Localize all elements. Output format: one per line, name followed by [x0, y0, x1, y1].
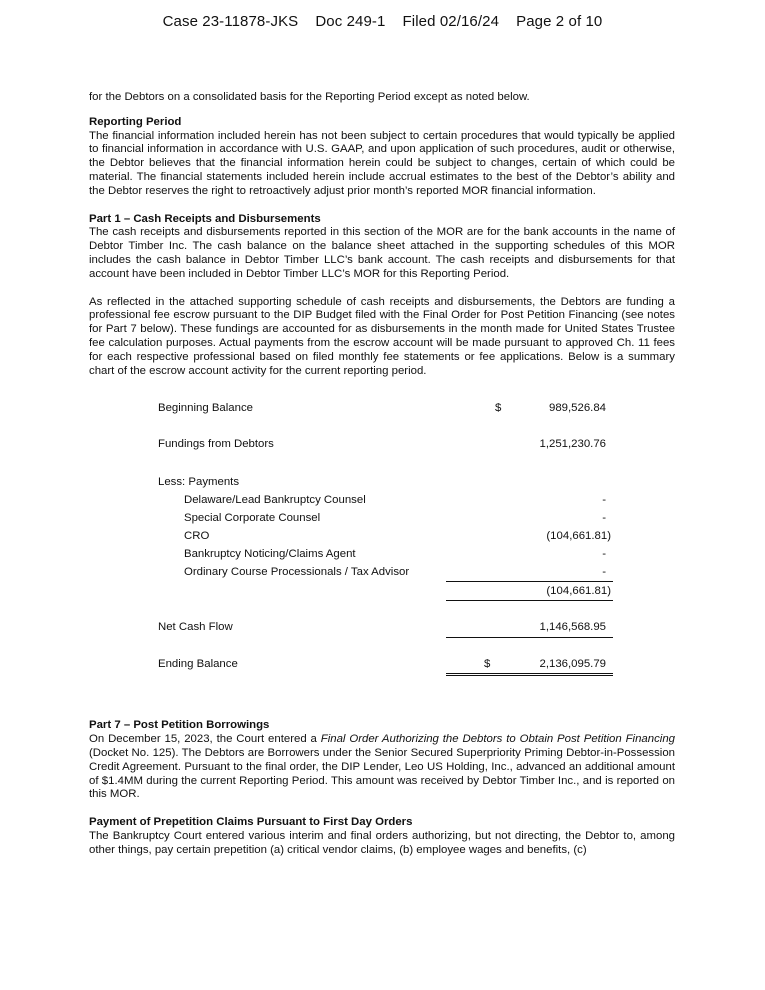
payment-value: -: [602, 566, 606, 579]
prepetition-body: The Bankruptcy Court entered various interim and final orders authorizing, but not directing, the Debtor to, among other things, pay certain prepetition (a) critical vendor claims, (b) employee wages and benefits, (c): [89, 829, 675, 856]
reporting-period-body: The financial information included herein has not been subject to certain procedures that would typically be applied to financial information in accordance with U.S. GAAP, and upon application of such procedures, audit or otherwise, the Debtor believes that the financial information herein could be subject to changes, certain of which could be material. The financial statements included herein include accrual estimates to the best of the Debtor’s ability and the Debtor reserves the right to retroactively adjust prior month’s reported MOR financial information.: [89, 129, 675, 197]
fundings-value: 1,251,230.76: [539, 438, 606, 451]
net-cash-flow-label: Net Cash Flow: [158, 621, 233, 634]
case-number: Case 23-11878-JKS: [162, 13, 299, 30]
part7-heading: Part 7 – Post Petition Borrowings: [89, 719, 270, 732]
payment-value: -: [602, 548, 606, 561]
beginning-balance-label: Beginning Balance: [158, 402, 253, 415]
net-cash-flow-value: 1,146,568.95: [539, 621, 606, 634]
part7-body-text: On December 15, 2023, the Court entered a: [89, 733, 321, 746]
beginning-balance-currency: $: [495, 402, 502, 415]
beginning-balance-value: 989,526.84: [548, 402, 606, 415]
subtotal-rule: [446, 581, 613, 582]
reporting-period-heading: Reporting Period: [89, 115, 182, 128]
ending-balance-label: Ending Balance: [158, 658, 238, 671]
document-body: [89, 91, 675, 858]
escrow-summary-table: [89, 389, 675, 701]
part1-paragraph-1: The cash receipts and disbursements reported in this section of the MOR are for the bank accounts in the name of Debtor Timber Inc. The cash balance on the balance sheet attached in the supporting schedules of this MOR includes the cash balance in Debtor Timber LLC’s bank account. The cash receipts and disbursements for that account have been included in Debtor Timber LLC’s MOR for this Reporting Period.: [89, 226, 675, 280]
ending-balance-currency: $: [484, 658, 491, 671]
net-rule: [446, 637, 613, 638]
part1-paragraph-2: As reflected in the attached supporting schedule of cash receipts and disbursements, the Debtors are funding a professional fee escrow pursuant to the DIP Budget filed with the Final Order for Post Petition Financing (see notes for Part 7 below). These fundings are accounted for as disbursements in the month made for United States Trustee fee calculation purposes. Actual payments from the escrow account will be made pursuant to approved Ch. 11 fees for each respective professional based on filed monthly fee statements or fee applications. Below is a summary chart of the escrow account activity for the current reporting period.: [89, 295, 675, 377]
payments-total-value: (104,661.81): [546, 585, 611, 598]
payment-label: CRO: [184, 530, 210, 543]
part7-body: [89, 733, 675, 802]
ending-double-rule: [446, 673, 613, 676]
filed-date: Filed 02/16/24: [402, 13, 500, 30]
final-order-title: Final Order Authorizing the Debtors to Obtain Post Petition Financing: [320, 733, 675, 746]
payment-label: Ordinary Course Processionals / Tax Advisor: [184, 566, 410, 579]
ending-balance-value: 2,136,095.79: [539, 658, 606, 671]
intro-text: for the Debtors on a consolidated basis for the Reporting Period except as noted below.: [89, 91, 530, 103]
total-rule: [446, 600, 613, 601]
doc-number: Doc 249-1: [315, 13, 386, 30]
payment-value: -: [602, 512, 606, 525]
page-number: Page 2 of 10: [516, 13, 603, 30]
prepetition-heading: Payment of Prepetition Claims Pursuant to First Day Orders: [89, 816, 413, 829]
payment-label: Special Corporate Counsel: [184, 512, 321, 525]
payment-label: Bankruptcy Noticing/Claims Agent: [184, 548, 356, 561]
less-payments-label: Less: Payments: [158, 476, 240, 489]
case-header: [0, 13, 765, 30]
fundings-label: Fundings from Debtors: [158, 438, 274, 451]
payment-value: -: [602, 494, 606, 507]
payment-value: (104,661.81): [546, 530, 611, 543]
part7-body-text-cont: (Docket No. 125). The Debtors are Borrowers under the Senior Secured Superpriority Priming Debtor-in-Possession Credit Agreement. Pursuant to the final order, the DIP Lender, Leo US Holding, Inc., advanced an additional amount of $1.4MM during the current Reporting Period. This amount was received by Debtor Timber Inc., and is reported on this MOR.: [89, 746, 675, 801]
part1-heading: Part 1 – Cash Receipts and Disbursements: [89, 212, 321, 225]
payment-label: Delaware/Lead Bankruptcy Counsel: [184, 494, 366, 507]
